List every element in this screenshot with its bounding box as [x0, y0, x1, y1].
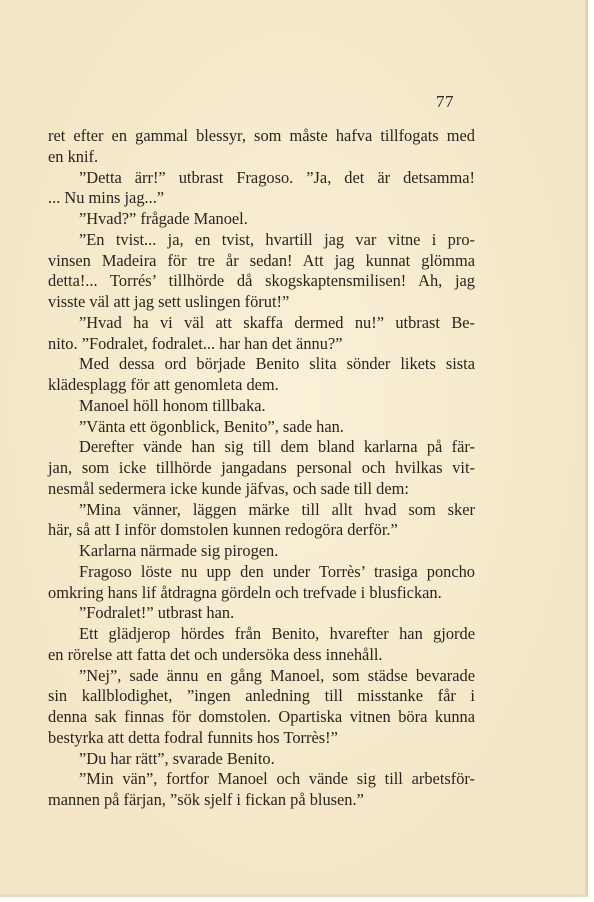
- page-number: 77: [436, 92, 454, 111]
- text-line: visste väl att jag sett uslingen förut!”: [48, 292, 290, 311]
- text-line: en knif.: [48, 146, 99, 166]
- text-line: omkring hans lif åtdragna gördeln och trefvade i blusfickan.: [48, 582, 442, 602]
- text-line: här, så att I inför domstolen kunnen redogöra derför.”: [48, 520, 398, 540]
- text-line: Fragoso löste nu upp den under Torrès’ trasiga poncho: [79, 561, 475, 581]
- text-line: ”Hvad?” frågade Manoel.: [79, 209, 248, 228]
- text-line: Med dessa ord började Benito slita sönder likets sista: [79, 354, 475, 374]
- text-line: ”Hvad ha vi väl att skaffa dermed nu!” utbrast Be-: [79, 312, 475, 332]
- text-line: bestyrka att detta fodral funnits hos Torrès!”: [48, 727, 338, 747]
- text-line: jan, som icke tillhörde jangadans personal och hvilkas vit-: [48, 458, 475, 477]
- text-line: ”Du har rätt”, svarade Benito.: [79, 748, 275, 768]
- text-line: en rörelse att fatta det och undersöka dess innehåll.: [48, 644, 383, 664]
- text-line: Ett glädjerop hördes från Benito, hvarefter han gjorde: [79, 624, 475, 643]
- text-line: vinsen Madeira för tre år sedan! Att jag kunnat glömma: [48, 250, 475, 270]
- text-line: ”Vänta ett ögonblick, Benito”, sade han.: [79, 416, 344, 436]
- text-line: ret efter en gammal blessyr, som måste hafva tillfogats med: [48, 126, 475, 145]
- text-line: denna sak finnas för domstolen. Opartiska vitnen böra kunna: [48, 707, 475, 726]
- text-line: nito. ”Fodralet, fodralet... har han det ännu?”: [48, 333, 343, 353]
- text-line: ”Min vän”, fortfor Manoel och vände sig till arbetsför-: [79, 769, 475, 789]
- text-line: nesmål sedermera icke kunde jäfvas, och sade till dem:: [48, 478, 409, 498]
- text-line: ”Fodralet!” utbrast han.: [79, 603, 235, 623]
- text-line: ”En tvist... ja, en tvist, hvartill jag var vitne i pro-: [79, 229, 475, 249]
- text-line: ... Nu mins jag...”: [48, 188, 165, 208]
- text-line: detta!... Torrés’ tillhörde då skogskaptensmilisen! Ah, jag: [48, 271, 475, 291]
- text-line: ”Mina vänner, läggen märke till allt hvad som sker: [79, 499, 475, 519]
- text-line: sin kallblodighet, ”ingen anledning till misstanke får i: [48, 686, 475, 706]
- text-line: Manoel höll honom tillbaka.: [79, 395, 266, 415]
- text-line: mannen på färjan, ”sök sjelf i fickan på blusen.”: [48, 790, 364, 809]
- text-line: ”Nej”, sade ännu en gång Manoel, som städse bevarade: [79, 665, 475, 685]
- text-line: ”Detta ärr!” utbrast Fragoso. ”Ja, det är detsamma!: [79, 167, 475, 187]
- text-line: klädesplagg för att genomleta dem.: [48, 375, 279, 394]
- text-line: Karlarna närmade sig pirogen.: [79, 541, 279, 560]
- text-line: Derefter vände han sig till dem bland karlarna på fär-: [79, 437, 475, 457]
- body-text: [48, 126, 475, 811]
